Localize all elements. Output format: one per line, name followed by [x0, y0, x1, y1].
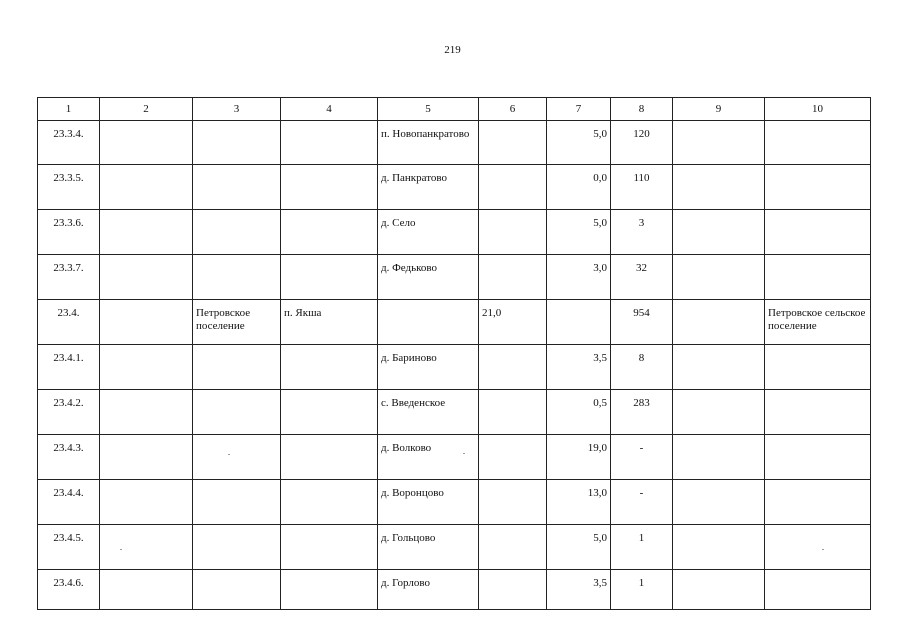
table-cell	[765, 390, 871, 435]
scan-speck	[228, 454, 230, 455]
table-cell: 23.4.3.	[38, 435, 100, 480]
table-cell	[193, 525, 281, 570]
table-cell	[673, 435, 765, 480]
table-header-row	[38, 98, 871, 121]
table-cell: д. Панкратово	[378, 165, 479, 210]
column-header: 5	[378, 98, 479, 121]
table-cell	[765, 165, 871, 210]
table-cell	[281, 435, 378, 480]
table-cell: 8	[611, 345, 673, 390]
table-cell	[479, 210, 547, 255]
table-cell	[479, 121, 547, 165]
table-cell	[281, 480, 378, 525]
table-cell: Петровское поселение	[193, 300, 281, 345]
table-cell	[281, 390, 378, 435]
table-cell	[479, 345, 547, 390]
table-cell	[281, 525, 378, 570]
page-number: 219	[444, 44, 461, 56]
table-cell	[479, 255, 547, 300]
table-cell	[100, 480, 193, 525]
table-cell: д. Воронцово	[378, 480, 479, 525]
table-cell: 1	[611, 525, 673, 570]
table-cell: 5,0	[547, 210, 611, 255]
table-cell: 3,0	[547, 255, 611, 300]
table-cell: 120	[611, 121, 673, 165]
table-row	[38, 570, 871, 610]
table-cell: 3,5	[547, 570, 611, 610]
column-header: 2	[100, 98, 193, 121]
table-cell: 283	[611, 390, 673, 435]
table-cell: д. Горлово	[378, 570, 479, 610]
table-row	[38, 210, 871, 255]
table-cell: 3	[611, 210, 673, 255]
table-cell	[765, 121, 871, 165]
table-cell: п. Якша	[281, 300, 378, 345]
table-row	[38, 480, 871, 525]
table-cell: п. Новопанкратово	[378, 121, 479, 165]
table-cell	[673, 255, 765, 300]
table-cell: 0,5	[547, 390, 611, 435]
table-cell: 23.4.5.	[38, 525, 100, 570]
table-row	[38, 165, 871, 210]
column-header: 3	[193, 98, 281, 121]
table-cell: 0,0	[547, 165, 611, 210]
table-cell	[479, 390, 547, 435]
table-cell	[193, 210, 281, 255]
table-cell	[193, 345, 281, 390]
table-cell: 5,0	[547, 525, 611, 570]
table-row	[38, 255, 871, 300]
table-cell: 3,5	[547, 345, 611, 390]
table-cell	[479, 480, 547, 525]
table-cell	[479, 165, 547, 210]
table-cell	[193, 435, 281, 480]
table-cell	[281, 210, 378, 255]
table-cell	[479, 435, 547, 480]
table-cell: 21,0	[479, 300, 547, 345]
table-cell	[673, 570, 765, 610]
table-cell: -	[611, 435, 673, 480]
table-cell: 23.4.6.	[38, 570, 100, 610]
table-cell	[281, 570, 378, 610]
table-cell	[281, 255, 378, 300]
table-cell	[673, 480, 765, 525]
table-cell	[673, 210, 765, 255]
table-cell	[765, 435, 871, 480]
table-cell	[281, 345, 378, 390]
table-cell: 23.4.1.	[38, 345, 100, 390]
table-cell	[100, 255, 193, 300]
table-cell	[100, 525, 193, 570]
table-cell	[100, 390, 193, 435]
table-cell: 23.3.7.	[38, 255, 100, 300]
table-row	[38, 121, 871, 165]
table-cell	[100, 210, 193, 255]
table-cell	[100, 165, 193, 210]
table-cell	[479, 570, 547, 610]
table-cell: 954	[611, 300, 673, 345]
column-header: 6	[479, 98, 547, 121]
table-cell	[100, 435, 193, 480]
table-cell: Петровское сельское поселение	[765, 300, 871, 345]
table-cell: -	[611, 480, 673, 525]
table-cell	[281, 121, 378, 165]
table-body	[38, 98, 871, 610]
table-cell: 23.4.	[38, 300, 100, 345]
column-header: 8	[611, 98, 673, 121]
table-cell	[193, 390, 281, 435]
table-cell	[100, 570, 193, 610]
table-cell	[673, 345, 765, 390]
scan-speck	[822, 549, 824, 550]
settlements-table	[37, 97, 871, 610]
table-cell	[765, 480, 871, 525]
column-header: 7	[547, 98, 611, 121]
table-cell	[100, 300, 193, 345]
table-cell	[673, 525, 765, 570]
table-cell: 1	[611, 570, 673, 610]
table-row	[38, 525, 871, 570]
table-cell	[479, 525, 547, 570]
table-cell	[193, 121, 281, 165]
table-cell	[673, 165, 765, 210]
column-header: 1	[38, 98, 100, 121]
table-cell	[673, 300, 765, 345]
table-row	[38, 390, 871, 435]
table-cell	[765, 255, 871, 300]
table-cell	[765, 570, 871, 610]
table-cell: 5,0	[547, 121, 611, 165]
table-cell: 19,0	[547, 435, 611, 480]
table-cell	[765, 210, 871, 255]
table-cell: д. Бариново	[378, 345, 479, 390]
table-cell: д. Село	[378, 210, 479, 255]
column-header: 9	[673, 98, 765, 121]
table-cell: д. Гольцово	[378, 525, 479, 570]
scan-speck	[120, 549, 122, 550]
column-header: 10	[765, 98, 871, 121]
table-cell: 23.4.4.	[38, 480, 100, 525]
table-cell	[100, 121, 193, 165]
table-cell: с. Введенское	[378, 390, 479, 435]
table-cell	[193, 570, 281, 610]
table-cell	[673, 390, 765, 435]
table-cell	[193, 255, 281, 300]
table-cell	[765, 525, 871, 570]
table-cell	[765, 345, 871, 390]
table-cell: 110	[611, 165, 673, 210]
table-row	[38, 300, 871, 345]
table-cell	[378, 300, 479, 345]
table-cell: 23.3.5.	[38, 165, 100, 210]
table-cell: 32	[611, 255, 673, 300]
column-header: 4	[281, 98, 378, 121]
table-cell	[193, 165, 281, 210]
table-cell: 13,0	[547, 480, 611, 525]
table-row	[38, 435, 871, 480]
table-cell: д. Волково	[378, 435, 479, 480]
table-cell: д. Федьково	[378, 255, 479, 300]
table-cell	[193, 480, 281, 525]
table-cell	[547, 300, 611, 345]
table-cell: 23.3.6.	[38, 210, 100, 255]
table-row	[38, 345, 871, 390]
table-cell	[673, 121, 765, 165]
table-cell: 23.4.2.	[38, 390, 100, 435]
table-cell	[281, 165, 378, 210]
scan-speck	[463, 453, 465, 454]
table-cell: 23.3.4.	[38, 121, 100, 165]
table-cell	[100, 345, 193, 390]
